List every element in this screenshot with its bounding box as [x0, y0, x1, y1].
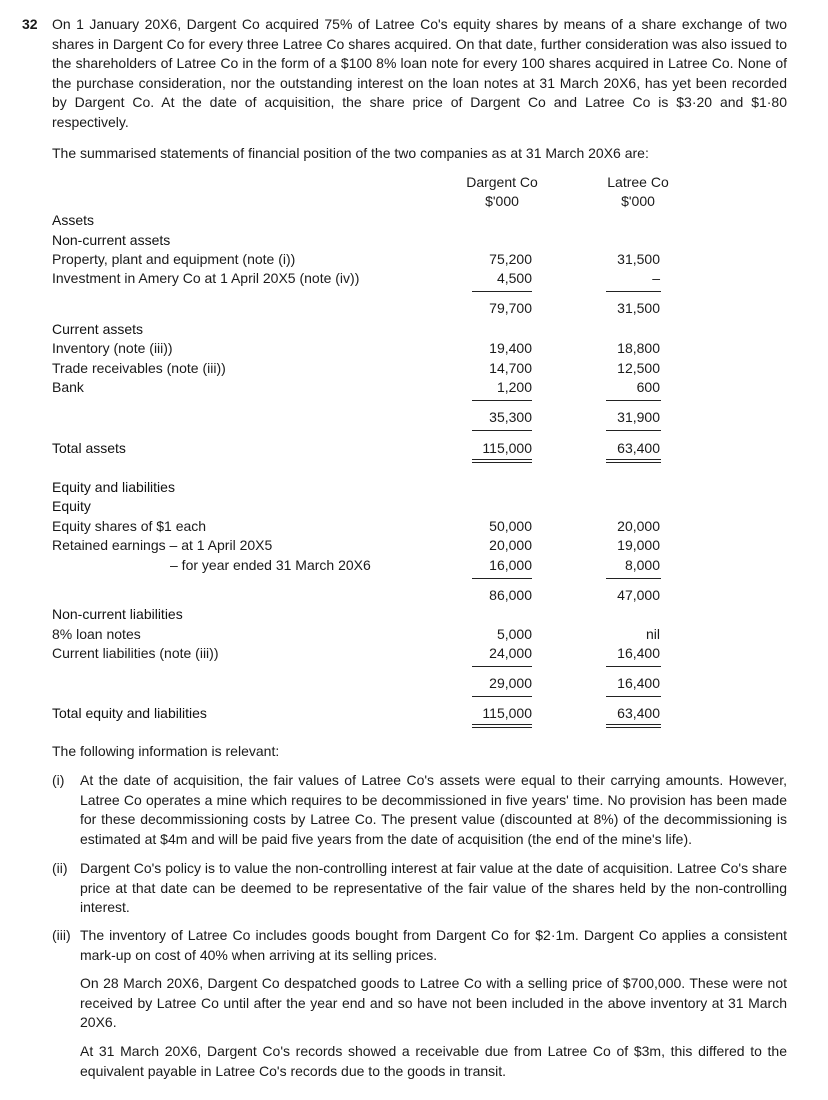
note-iii-text: The inventory of Latree Co includes goods bought from Dargent Co for $2·1m. Dargent Co applies a consistent mark-up on cost of 40% when arriving at its selling prices. — [80, 927, 787, 963]
ppe-latree: 31,500 — [617, 251, 660, 267]
receivables-latree: 12,500 — [617, 360, 660, 376]
rule — [606, 291, 661, 292]
rule — [472, 430, 532, 431]
cl-dargent: 24,000 — [489, 645, 532, 661]
column-b-unit: $'000 — [621, 193, 655, 209]
nca-heading: Non-current assets — [52, 232, 171, 248]
rule — [472, 400, 532, 401]
ca-heading: Current assets — [52, 321, 144, 337]
rule — [606, 696, 661, 697]
rule — [606, 578, 661, 579]
note-iii-paragraph-2: On 28 March 20X6, Dargent Co despatched goods to Latree Co with a selling price of $700,000. These were not received by Latree Co until after the year end and so have not been included in the above inventory at 31 March 20X6. — [80, 975, 787, 1031]
re-open-label: Retained earnings – at 1 April 20X5 — [52, 537, 273, 553]
total-assets-latree: 63,400 — [617, 440, 660, 456]
rule — [606, 666, 661, 667]
investment-dargent: 4,500 — [496, 270, 532, 286]
shares-dargent: 50,000 — [489, 518, 532, 534]
column-a-unit: $'000 — [485, 193, 519, 209]
re-year-latree: 8,000 — [624, 557, 660, 573]
ppe-dargent: 75,200 — [489, 251, 532, 267]
double-rule — [472, 724, 532, 728]
info-heading: The following information is relevant: — [52, 743, 280, 759]
rule — [472, 696, 532, 697]
note-ii-text: Dargent Co's policy is to value the non-controlling interest at fair value at the date of acquisition. Latree Co's share price at that date can be deemed to be representative of the fair value of the shares held by the non-controlling interest. — [80, 860, 787, 916]
investment-label: Investment in Amery Co at 1 April 20X5 (note (iv)) — [52, 270, 360, 286]
eq-liab-heading: Equity and liabilities — [52, 479, 175, 495]
total-eq-liab-dargent: 115,000 — [482, 705, 532, 721]
re-year-dargent: 16,000 — [489, 557, 532, 573]
note-ii — [52, 859, 787, 918]
ca-total-latree: 31,900 — [617, 409, 660, 425]
bank-latree: 600 — [636, 379, 660, 395]
liab-total-dargent: 29,000 — [489, 675, 532, 691]
rule — [472, 578, 532, 579]
re-year-label: – for year ended 31 March 20X6 — [170, 557, 371, 573]
total-eq-liab-label: Total equity and liabilities — [52, 705, 207, 721]
note-iii-paragraph-3: At 31 March 20X6, Dargent Co's records showed a receivable due from Latree Co of $3m, this differed to the equivalent payable in Latree Co's records due to the goods in transit. — [80, 1043, 787, 1079]
ppe-label: Property, plant and equipment (note (i)) — [52, 251, 296, 267]
bank-dargent: 1,200 — [496, 379, 532, 395]
re-open-latree: 19,000 — [617, 537, 660, 553]
inventory-latree: 18,800 — [617, 340, 660, 356]
note-i-text: At the date of acquisition, the fair values of Latree Co's assets were equal to their carrying amounts. However, Latree Co operates a mine which requires to be decommissioned in five years' time. No provision has been made for these decommissioning costs by Latree Co. The present value (discounted at 8%) of the decommissioning is estimated at $4m and will be paid five years from the date of acquisition (the end of the mine's life). — [80, 772, 787, 847]
question-number: 32 — [22, 16, 38, 32]
loan-dargent: 5,000 — [496, 626, 532, 642]
shares-latree: 20,000 — [617, 518, 660, 534]
total-eq-liab-latree: 63,400 — [617, 705, 660, 721]
intro-paragraph: On 1 January 20X6, Dargent Co acquired 75% of Latree Co's equity shares by means of a share exchange of two shares in Dargent Co for every three Latree Co shares acquired. On that date, further consideration was also issued to the shareholders of Latree Co in the form of a $100 8% loan note for every 100 shares acquired in Latree Co. None of the purchase consideration, nor the outstanding interest on the loan notes at 31 March 20X6, has yet been recorded by Dargent Co. At the date of acquisition, the share price of Dargent Co and Latree Co is $3·20 and $1·80 respectively. — [52, 16, 787, 130]
double-rule — [606, 459, 661, 463]
note-i — [52, 771, 787, 849]
loan-latree: nil — [645, 626, 660, 642]
double-rule — [472, 459, 532, 463]
investment-latree: – — [652, 270, 660, 286]
note-iii-mark: (iii) — [52, 927, 71, 943]
nca-total-latree: 31,500 — [617, 300, 660, 316]
total-assets-label: Total assets — [52, 440, 126, 456]
sofp-intro: The summarised statements of financial position of the two companies as at 31 March 20X6 are: — [52, 145, 649, 161]
note-ii-mark: (ii) — [52, 860, 68, 876]
cl-latree: 16,400 — [617, 645, 660, 661]
nca-total-dargent: 79,700 — [489, 300, 532, 316]
rule — [606, 400, 661, 401]
ncl-heading: Non-current liabilities — [52, 606, 183, 622]
question-intro — [22, 15, 787, 133]
total-assets-dargent: 115,000 — [482, 440, 532, 456]
receivables-label: Trade receivables (note (iii)) — [52, 360, 226, 376]
bank-label: Bank — [52, 379, 84, 395]
column-b-name: Latree Co — [607, 174, 669, 190]
inventory-label: Inventory (note (iii)) — [52, 340, 173, 356]
double-rule — [606, 724, 661, 728]
equity-total-latree: 47,000 — [617, 587, 660, 603]
note-i-mark: (i) — [52, 772, 65, 788]
re-open-dargent: 20,000 — [489, 537, 532, 553]
rule — [606, 430, 661, 431]
note-iii — [52, 926, 787, 965]
equity-total-dargent: 86,000 — [489, 587, 532, 603]
inventory-dargent: 19,400 — [489, 340, 532, 356]
shares-label: Equity shares of $1 each — [52, 518, 207, 534]
column-a-name: Dargent Co — [466, 174, 538, 190]
receivables-dargent: 14,700 — [489, 360, 532, 376]
ca-total-dargent: 35,300 — [489, 409, 532, 425]
loan-label: 8% loan notes — [52, 626, 141, 642]
liab-total-latree: 16,400 — [617, 675, 660, 691]
assets-heading: Assets — [52, 212, 95, 228]
rule — [472, 291, 532, 292]
equity-heading: Equity — [52, 498, 91, 514]
rule — [472, 666, 532, 667]
cl-label: Current liabilities (note (iii)) — [52, 645, 219, 661]
